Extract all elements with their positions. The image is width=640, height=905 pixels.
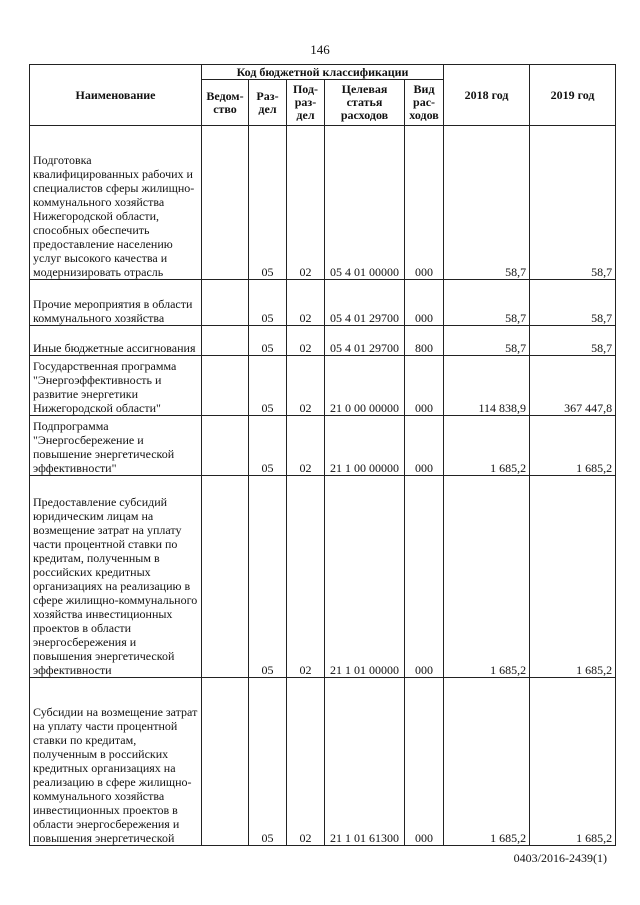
- row-podrazdel: 02: [287, 416, 325, 476]
- row-podrazdel: 02: [287, 280, 325, 326]
- row-2018: 1 685,2: [444, 678, 530, 846]
- row-podrazdel: 02: [287, 126, 325, 280]
- row-name: Предоставление субсидий юридическим лицам на возмещение затрат на уплату части процентной ставки по кредитам, полученным в российских кредитных организациях на реализацию в сфере жилищно-коммунального хозяйства инвестиционных проектов в области энергосбережения и повышения энергетической эффективности: [30, 476, 202, 678]
- row-celevaya: 05 4 01 29700: [325, 326, 405, 356]
- row-2019: 367 447,8: [530, 356, 616, 416]
- row-podrazdel: 02: [287, 356, 325, 416]
- row-name: Подпрограмма "Энергосбережение и повышение энергетической эффективности": [30, 416, 202, 476]
- row-razdel: 05: [249, 356, 287, 416]
- row-vid: 000: [405, 476, 444, 678]
- row-razdel: 05: [249, 280, 287, 326]
- row-2019: 1 685,2: [530, 678, 616, 846]
- budget-table: [29, 64, 616, 846]
- table-row: [30, 126, 616, 280]
- row-vedomstvo: [202, 678, 249, 846]
- row-name: Иные бюджетные ассигнования: [30, 326, 202, 356]
- row-celevaya: 21 1 01 61300: [325, 678, 405, 846]
- header-name: Наименование: [30, 65, 202, 126]
- row-celevaya: 21 1 00 00000: [325, 416, 405, 476]
- table-row: [30, 280, 616, 326]
- row-vedomstvo: [202, 126, 249, 280]
- row-podrazdel: 02: [287, 678, 325, 846]
- row-vid: 000: [405, 416, 444, 476]
- header-row-1: [30, 65, 616, 80]
- row-vid: 800: [405, 326, 444, 356]
- row-celevaya: 21 0 00 00000: [325, 356, 405, 416]
- table-row: [30, 356, 616, 416]
- row-vedomstvo: [202, 326, 249, 356]
- row-2019: 1 685,2: [530, 416, 616, 476]
- table-row: [30, 678, 616, 846]
- row-name: Субсидии на возмещение затрат на уплату части процентной ставки по кредитам, полученным в российских кредитных организациях на реализацию в сфере жилищно-коммунального хозяйства инвестиционных проектов в области энергосбережения и повышения энергетической: [30, 678, 202, 846]
- row-vid: 000: [405, 126, 444, 280]
- row-podrazdel: 02: [287, 476, 325, 678]
- table-row: [30, 476, 616, 678]
- row-2018: 58,7: [444, 126, 530, 280]
- header-2018: 2018 год: [444, 65, 530, 126]
- row-vedomstvo: [202, 416, 249, 476]
- header-vid: Вид рас-ходов: [405, 80, 444, 126]
- row-name: Государственная программа "Энергоэффективность и развитие энергетики Нижегородской области": [30, 356, 202, 416]
- header-celevaya: Целевая статья расходов: [325, 80, 405, 126]
- row-celevaya: 05 4 01 00000: [325, 126, 405, 280]
- row-2018: 114 838,9: [444, 356, 530, 416]
- table-row: [30, 416, 616, 476]
- header-vedomstvo: Ведом-ство: [202, 80, 249, 126]
- table-row: [30, 326, 616, 356]
- row-razdel: 05: [249, 126, 287, 280]
- row-vedomstvo: [202, 356, 249, 416]
- row-2018: 58,7: [444, 280, 530, 326]
- row-celevaya: 05 4 01 29700: [325, 280, 405, 326]
- row-name: Подготовка квалифицированных рабочих и специалистов сферы жилищно-коммунального хозяйства Нижегородской области, способных обеспечить предоставление населению услуг высокого качества и модернизировать отрасль: [30, 126, 202, 280]
- row-vid: 000: [405, 678, 444, 846]
- row-podrazdel: 02: [287, 326, 325, 356]
- row-razdel: 05: [249, 416, 287, 476]
- row-vedomstvo: [202, 280, 249, 326]
- row-2019: 58,7: [530, 280, 616, 326]
- row-razdel: 05: [249, 326, 287, 356]
- row-vid: 000: [405, 280, 444, 326]
- header-podrazdel: Под-раз-дел: [287, 80, 325, 126]
- header-razdel: Раз-дел: [249, 80, 287, 126]
- row-2018: 1 685,2: [444, 476, 530, 678]
- header-budget-classification: Код бюджетной классификации: [202, 65, 444, 80]
- page-number: 146: [310, 42, 330, 57]
- row-vid: 000: [405, 356, 444, 416]
- row-2018: 58,7: [444, 326, 530, 356]
- row-2019: 58,7: [530, 126, 616, 280]
- header-2019: 2019 год: [530, 65, 616, 126]
- form-code: 0403/2016-2439(1): [513, 851, 607, 865]
- row-2019: 1 685,2: [530, 476, 616, 678]
- row-2018: 1 685,2: [444, 416, 530, 476]
- row-celevaya: 21 1 01 00000: [325, 476, 405, 678]
- row-vedomstvo: [202, 476, 249, 678]
- row-razdel: 05: [249, 476, 287, 678]
- row-razdel: 05: [249, 678, 287, 846]
- row-name: Прочие мероприятия в области коммунального хозяйства: [30, 280, 202, 326]
- row-2019: 58,7: [530, 326, 616, 356]
